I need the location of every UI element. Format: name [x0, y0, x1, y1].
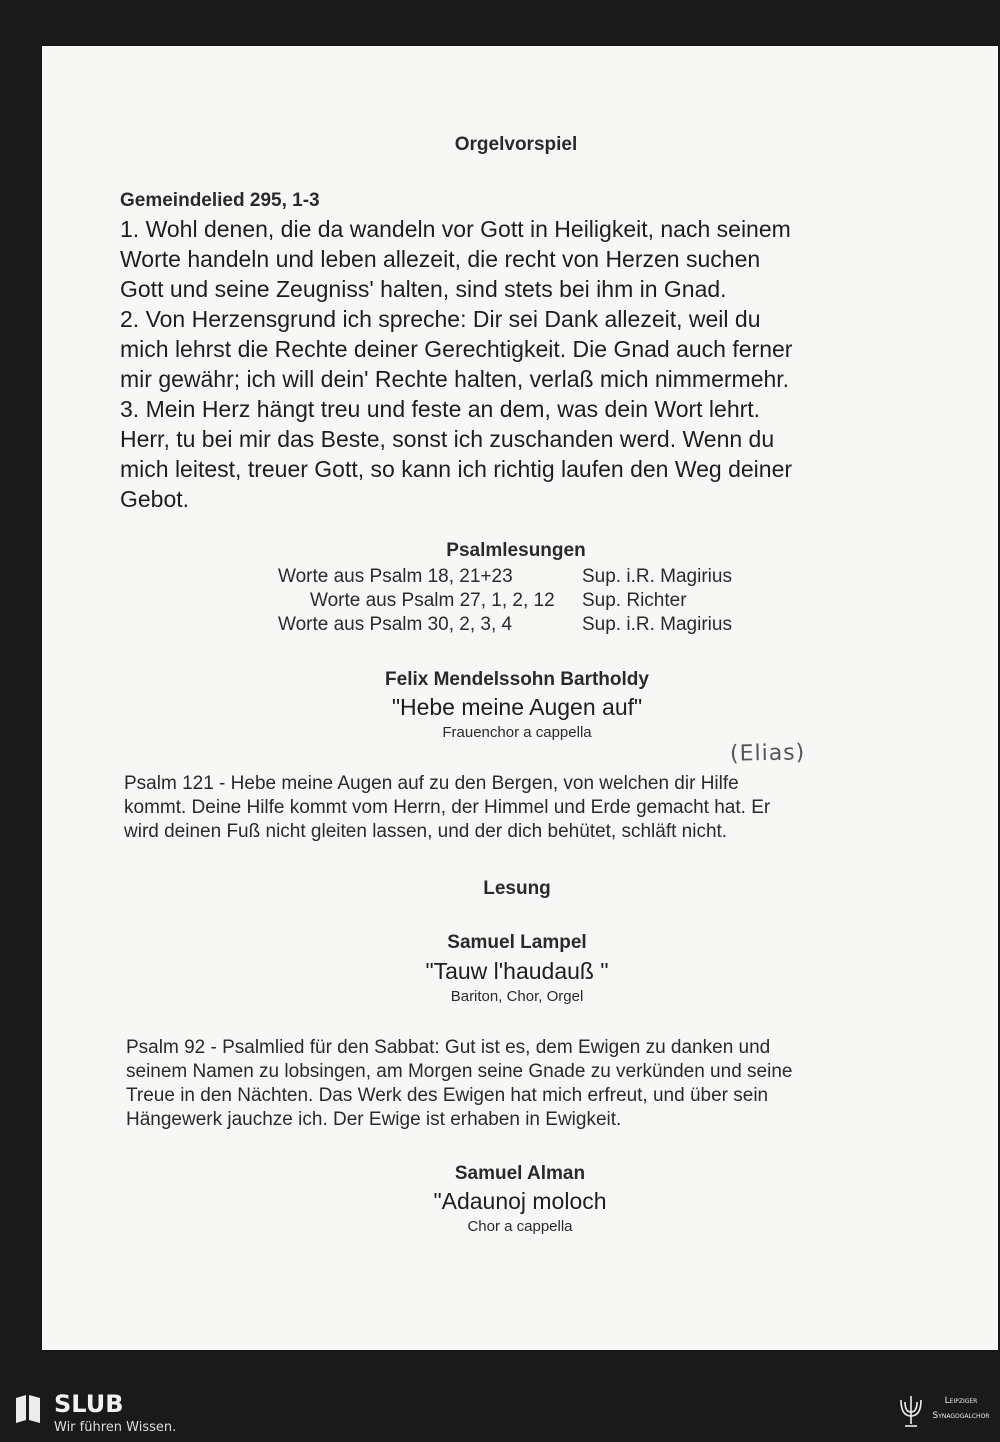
hymn-heading: Gemeindelied 295, 1-3 [120, 190, 320, 211]
psalm-reading-reader: Sup. i.R. Magirius [582, 614, 732, 635]
programme-content [42, 46, 998, 1350]
choir-logo-line: Leipziger [944, 1396, 978, 1406]
psalm-line: Psalm 121 - Hebe meine Augen auf zu den Bergen, von welchen dir Hilfe [124, 773, 739, 794]
hymn-line: Herr, tu bei mir das Beste, sonst ich zuschanden werd. Wenn du [120, 426, 775, 452]
hymn-text [120, 214, 792, 514]
organ-prelude-heading: Orgelvorspiel [454, 134, 578, 155]
handwritten-note: (Elias) [729, 740, 806, 767]
alman-composer: Samuel Alman [454, 1163, 586, 1184]
lampel-composer: Samuel Lampel [447, 932, 587, 953]
hymn-line: mir gewähr; ich will dein' Rechte halten, verlaß mich nimmermehr. [120, 366, 790, 392]
hymn-line: 3. Mein Herz hängt treu und feste an dem, was dein Wort lehrt. [120, 396, 761, 422]
psalm-reading-reader: Sup. Richter [582, 590, 687, 611]
mendelssohn-title: "Hebe meine Augen auf" [391, 694, 643, 720]
psalm-line: kommt. Deine Hilfe kommt vom Herrn, der Himmel und Erde gemacht hat. Er [124, 797, 771, 818]
mendelssohn-composer: Felix Mendelssohn Bartholdy [385, 669, 649, 690]
alman-title: "Adaunoj moloch [433, 1188, 607, 1214]
psalm-reading-text: Worte aus Psalm 18, 21+23 [278, 566, 513, 587]
lampel-performers: Bariton, Chor, Orgel [450, 988, 584, 1005]
menorah-icon [897, 1392, 925, 1430]
psalm-121-text [124, 772, 770, 844]
psalm-92-text [126, 1036, 792, 1132]
choir-logo-text [922, 1394, 1000, 1424]
choir-logo-line: Synagogalchor [932, 1411, 990, 1421]
alman-performers: Chor a cappella [467, 1218, 573, 1235]
hymn-line: mich leitest, treuer Gott, so kann ich richtig laufen den Weg deiner [120, 456, 793, 482]
psalm-line: Treue in den Nächten. Das Werk des Ewigen hat mich erfreut, und über sein [126, 1085, 769, 1106]
psalm-reading-text: Worte aus Psalm 30, 2, 3, 4 [278, 614, 513, 635]
mendelssohn-performers: Frauenchor a cappella [442, 724, 592, 741]
psalm-readings-heading: Psalmlesungen [446, 540, 586, 561]
footer-bar [0, 1380, 1000, 1442]
psalm-line: Psalm 92 - Psalmlied für den Sabbat: Gut ist es, dem Ewigen zu danken und [126, 1037, 771, 1058]
slub-logo-text[interactable]: SLUB [54, 1390, 124, 1418]
hymn-line: Gebot. [120, 486, 190, 512]
slub-book-icon [14, 1394, 42, 1424]
hymn-line: 1. Wohl denen, die da wandeln vor Gott in Heiligkeit, nach seinem [120, 216, 791, 242]
lampel-title: "Tauw l'haudauß " [425, 958, 609, 984]
psalm-line: seinem Namen zu lobsingen, am Morgen seine Gnade zu verkünden und seine [126, 1061, 793, 1082]
hymn-line: Worte handeln und leben allezeit, die recht von Herzen suchen [120, 246, 761, 272]
hymn-line: 2. Von Herzensgrund ich spreche: Dir sei Dank allezeit, weil du [120, 306, 761, 332]
psalm-reading-text: Worte aus Psalm 27, 1, 2, 12 [310, 590, 555, 611]
hymn-line: mich lehrst die Rechte deiner Gerechtigkeit. Die Gnad auch ferner [120, 336, 793, 362]
slub-tagline: Wir führen Wissen. [54, 1420, 177, 1435]
programme-sheet [42, 46, 998, 1350]
psalm-reading-reader: Sup. i.R. Magirius [582, 566, 732, 587]
psalm-line: Hängewerk jauchze ich. Der Ewige ist erhaben in Ewigkeit. [126, 1109, 622, 1130]
reading-heading: Lesung [483, 878, 551, 899]
psalm-line: wird deinen Fuß nicht gleiten lassen, und der dich behütet, schläft nicht. [124, 821, 728, 842]
hymn-line: Gott und seine Zeugniss' halten, sind stets bei ihm in Gnad. [120, 276, 727, 302]
